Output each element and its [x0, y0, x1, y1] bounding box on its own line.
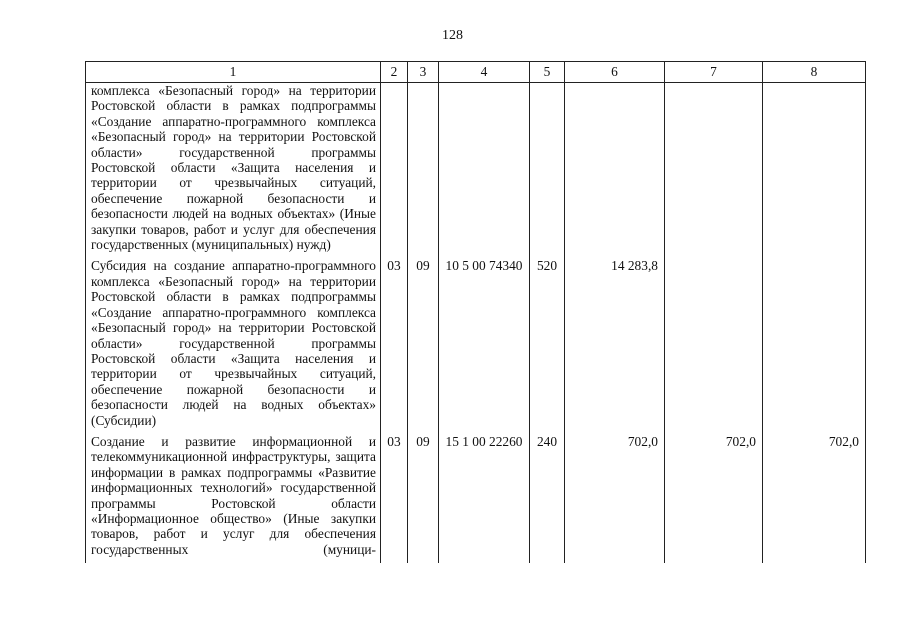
budget-table [85, 61, 866, 563]
row-amount-year2 [665, 258, 763, 433]
row-amount-year1: 702,0 [565, 434, 665, 563]
row-amount-year3 [763, 258, 866, 433]
row-description: комплекса «Безопасный город» на территории Ростовской области в рамках подпрограммы «Создание аппаратно-программного комплекса «Безопасный город» на территории Ростовской области» государственной программы Ростовской области «Защита населения и территории от чрезвычайных ситуаций, обеспечение пожарной безопасности и безопасности людей на водных объектах» (Иные закупки товаров, работ и услуг для обеспечения государственных (муниципальных) нужд) [86, 83, 381, 259]
header-col-1: 1 [86, 62, 381, 83]
header-col-7: 7 [665, 62, 763, 83]
table-row [86, 83, 866, 259]
header-col-4: 4 [439, 62, 530, 83]
header-col-8: 8 [763, 62, 866, 83]
row-section [381, 83, 408, 259]
header-row [86, 62, 866, 83]
row-description: Создание и развитие информационной и телекоммуникационной инфраструктуры, защита информации в рамках подпрограммы «Развитие информационных технологий» государственной программы Ростовской области «Информационное общество» (Иные закупки товаров, работ и услуг для обеспечения государственных (муници- [86, 434, 381, 563]
page-number: 128 [442, 28, 463, 43]
row-expense-type: 520 [530, 258, 565, 433]
row-subsection: 09 [408, 434, 439, 563]
row-target-article: 15 1 00 22260 [439, 434, 530, 563]
row-section: 03 [381, 258, 408, 433]
row-section: 03 [381, 434, 408, 563]
row-expense-type [530, 83, 565, 259]
row-amount-year3: 702,0 [763, 434, 866, 563]
row-expense-type: 240 [530, 434, 565, 563]
row-target-article [439, 83, 530, 259]
header-col-2: 2 [381, 62, 408, 83]
header-col-6: 6 [565, 62, 665, 83]
row-amount-year1: 14 283,8 [565, 258, 665, 433]
row-target-article: 10 5 00 74340 [439, 258, 530, 433]
header-col-3: 3 [408, 62, 439, 83]
row-description: Субсидия на создание аппаратно-программного комплекса «Безопасный город» на территории Ростовской области в рамках подпрограммы «Создание аппаратно-программного комплекса «Безопасный город» на территории Ростовской области» государственной программы Ростовской области «Защита населения и территории от чрезвычайных ситуаций, обеспечение пожарной безопасности и безопасности людей на водных объектах» (Субсидии) [86, 258, 381, 433]
row-amount-year3 [763, 83, 866, 259]
row-amount-year2 [665, 83, 763, 259]
row-amount-year1 [565, 83, 665, 259]
row-subsection: 09 [408, 258, 439, 433]
header-col-5: 5 [530, 62, 565, 83]
row-subsection [408, 83, 439, 259]
table-row [86, 258, 866, 433]
row-amount-year2: 702,0 [665, 434, 763, 563]
table-row [86, 434, 866, 563]
